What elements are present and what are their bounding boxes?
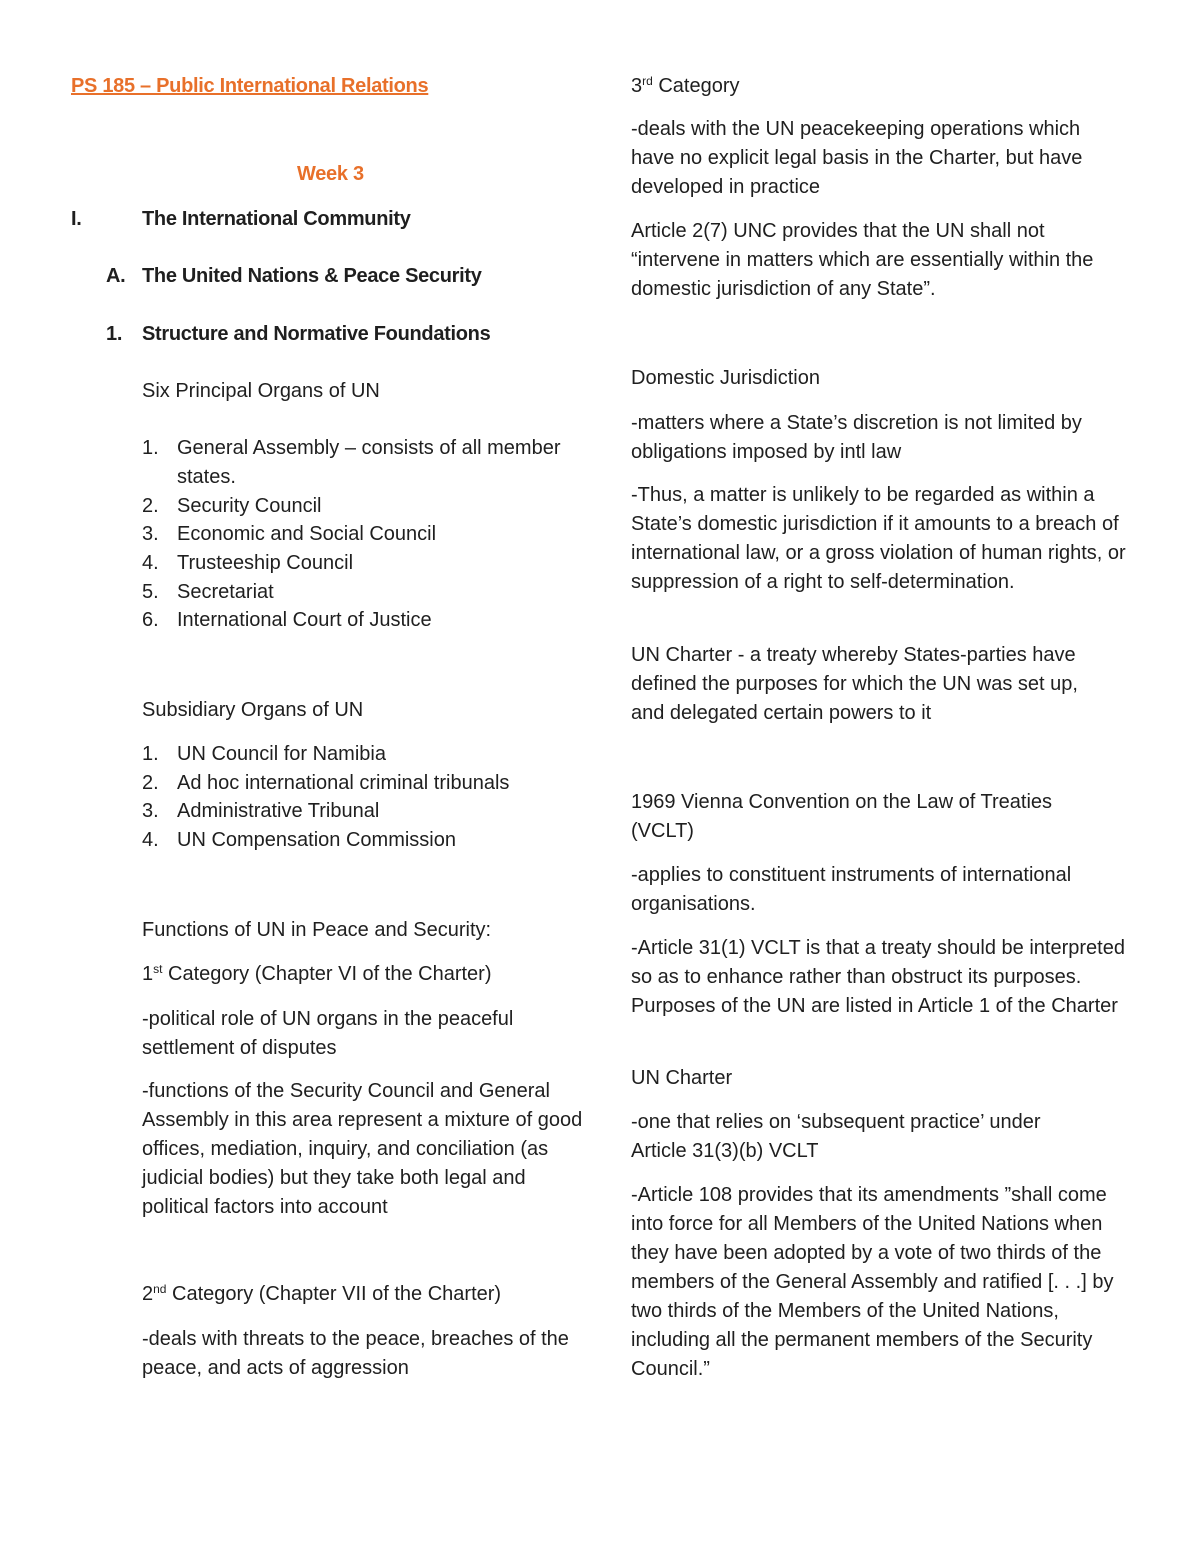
domestic-jurisdiction-paragraph-3: UN Charter - a treaty whereby States-parties have defined the purposes for which the UN was set up, and delegated certain powers to it	[631, 644, 1078, 724]
category-3-paragraph-1: -deals with the UN peacekeeping operations which have no explicit legal basis in the Charter, but have developed in practice	[631, 118, 1083, 198]
outline-letter: A.	[106, 265, 126, 287]
category-3-paragraph-2: Article 2(7) UNC provides that the UN shall not “intervene in matters which are essentially within the domestic jurisdiction of any State”.	[631, 220, 1094, 300]
list-item-text: UN Council for Namibia	[177, 743, 386, 765]
vclt-paragraph-4: -one that relies on ‘subsequent practice’ under Article 31(3)(b) VCLT	[631, 1111, 1041, 1162]
category-3-heading	[631, 72, 1131, 101]
week-heading: Week 3	[297, 163, 364, 185]
list-item-text: Ad hoc international criminal tribunals	[177, 772, 510, 794]
category-1-heading	[142, 960, 592, 989]
list-item-text: International Court of Justice	[177, 609, 432, 631]
category-1-number: 1	[142, 963, 154, 985]
course-title: PS 185 – Public International Relations	[71, 75, 429, 97]
category-2-heading	[142, 1280, 592, 1309]
domestic-jurisdiction-heading: Domestic Jurisdiction	[631, 367, 820, 389]
functions-heading: Functions of UN in Peace and Security:	[142, 919, 492, 941]
list-number: 6.	[142, 609, 159, 631]
category-2-label: Category (Chapter VII of the Charter)	[166, 1283, 502, 1305]
subsubsection-heading: Structure and Normative Foundations	[142, 323, 491, 345]
category-3-label: Category	[652, 75, 740, 97]
list-number: 2.	[142, 772, 159, 794]
list-number: 4.	[142, 552, 159, 574]
list-number: 1.	[142, 743, 159, 765]
domestic-jurisdiction-paragraph-1: -matters where a State’s discretion is not limited by obligations imposed by intl law	[631, 412, 1082, 463]
list-item-text: UN Compensation Commission	[177, 829, 456, 851]
category-1-paragraph-2: -functions of the Security Council and General Assembly in this area represent a mixture of good offices, mediation, inquiry, and conciliation (as judicial bodies) but they take both legal and political factors into account	[142, 1080, 583, 1218]
principal-organs-heading: Six Principal Organs of UN	[142, 380, 380, 402]
list-item-text: Trusteeship Council	[177, 552, 354, 574]
category-2-ordinal: nd	[153, 1282, 167, 1296]
vclt-paragraph-5: -Article 108 provides that its amendments ”shall come into force for all Members of the United Nations when they have been adopted by a vote of two thirds of the members of the General Assembly and ratified [. . .] by two thirds of the Members of the United Nations, including all the permanent members of the Security Council.”	[631, 1184, 1114, 1380]
domestic-jurisdiction-paragraph-2: -Thus, a matter is unlikely to be regarded as within a State’s domestic jurisdiction if it amounts to a breach of international law, or a gross violation of human rights, or suppression of a right to self-determination.	[631, 484, 1126, 593]
outline-roman-numeral: I.	[71, 208, 82, 230]
list-number: 1.	[142, 437, 159, 459]
vclt-paragraph-1: -applies to constituent instruments of international organisations.	[631, 864, 1072, 915]
subsidiary-organs-heading: Subsidiary Organs of UN	[142, 699, 364, 721]
list-number: 3.	[142, 523, 159, 545]
list-number: 5.	[142, 581, 159, 603]
category-1-label: Category (Chapter VI of the Charter)	[162, 963, 492, 985]
un-charter-heading: UN Charter	[631, 1067, 733, 1089]
list-number: 3.	[142, 800, 159, 822]
list-item-text: Security Council	[177, 495, 322, 517]
list-item-text: Economic and Social Council	[177, 523, 437, 545]
category-3-number: 3	[631, 75, 643, 97]
section-heading: The International Community	[142, 208, 411, 230]
subsection-heading: The United Nations & Peace Security	[142, 265, 482, 287]
vclt-paragraph-2: -Article 31(1) VCLT is that a treaty should be interpreted so as to enhance rather than obstruct its purposes. Purposes of the UN are listed in Article 1 of the Charter	[631, 937, 1125, 1017]
vclt-heading: 1969 Vienna Convention on the Law of Treaties (VCLT)	[631, 791, 1053, 842]
category-1-ordinal: st	[153, 962, 163, 976]
category-1-paragraph-1: -political role of UN organs in the peaceful settlement of disputes	[142, 1008, 514, 1059]
category-3-ordinal: rd	[642, 74, 653, 88]
list-number: 2.	[142, 495, 159, 517]
outline-number: 1.	[106, 323, 123, 345]
list-item-text: Administrative Tribunal	[177, 800, 380, 822]
list-item-text: General Assembly – consists of all member states.	[177, 437, 561, 488]
category-2-number: 2	[142, 1283, 154, 1305]
list-item-text: Secretariat	[177, 581, 274, 603]
category-2-paragraph-1: -deals with threats to the peace, breaches of the peace, and acts of aggression	[142, 1328, 569, 1379]
list-number: 4.	[142, 829, 159, 851]
